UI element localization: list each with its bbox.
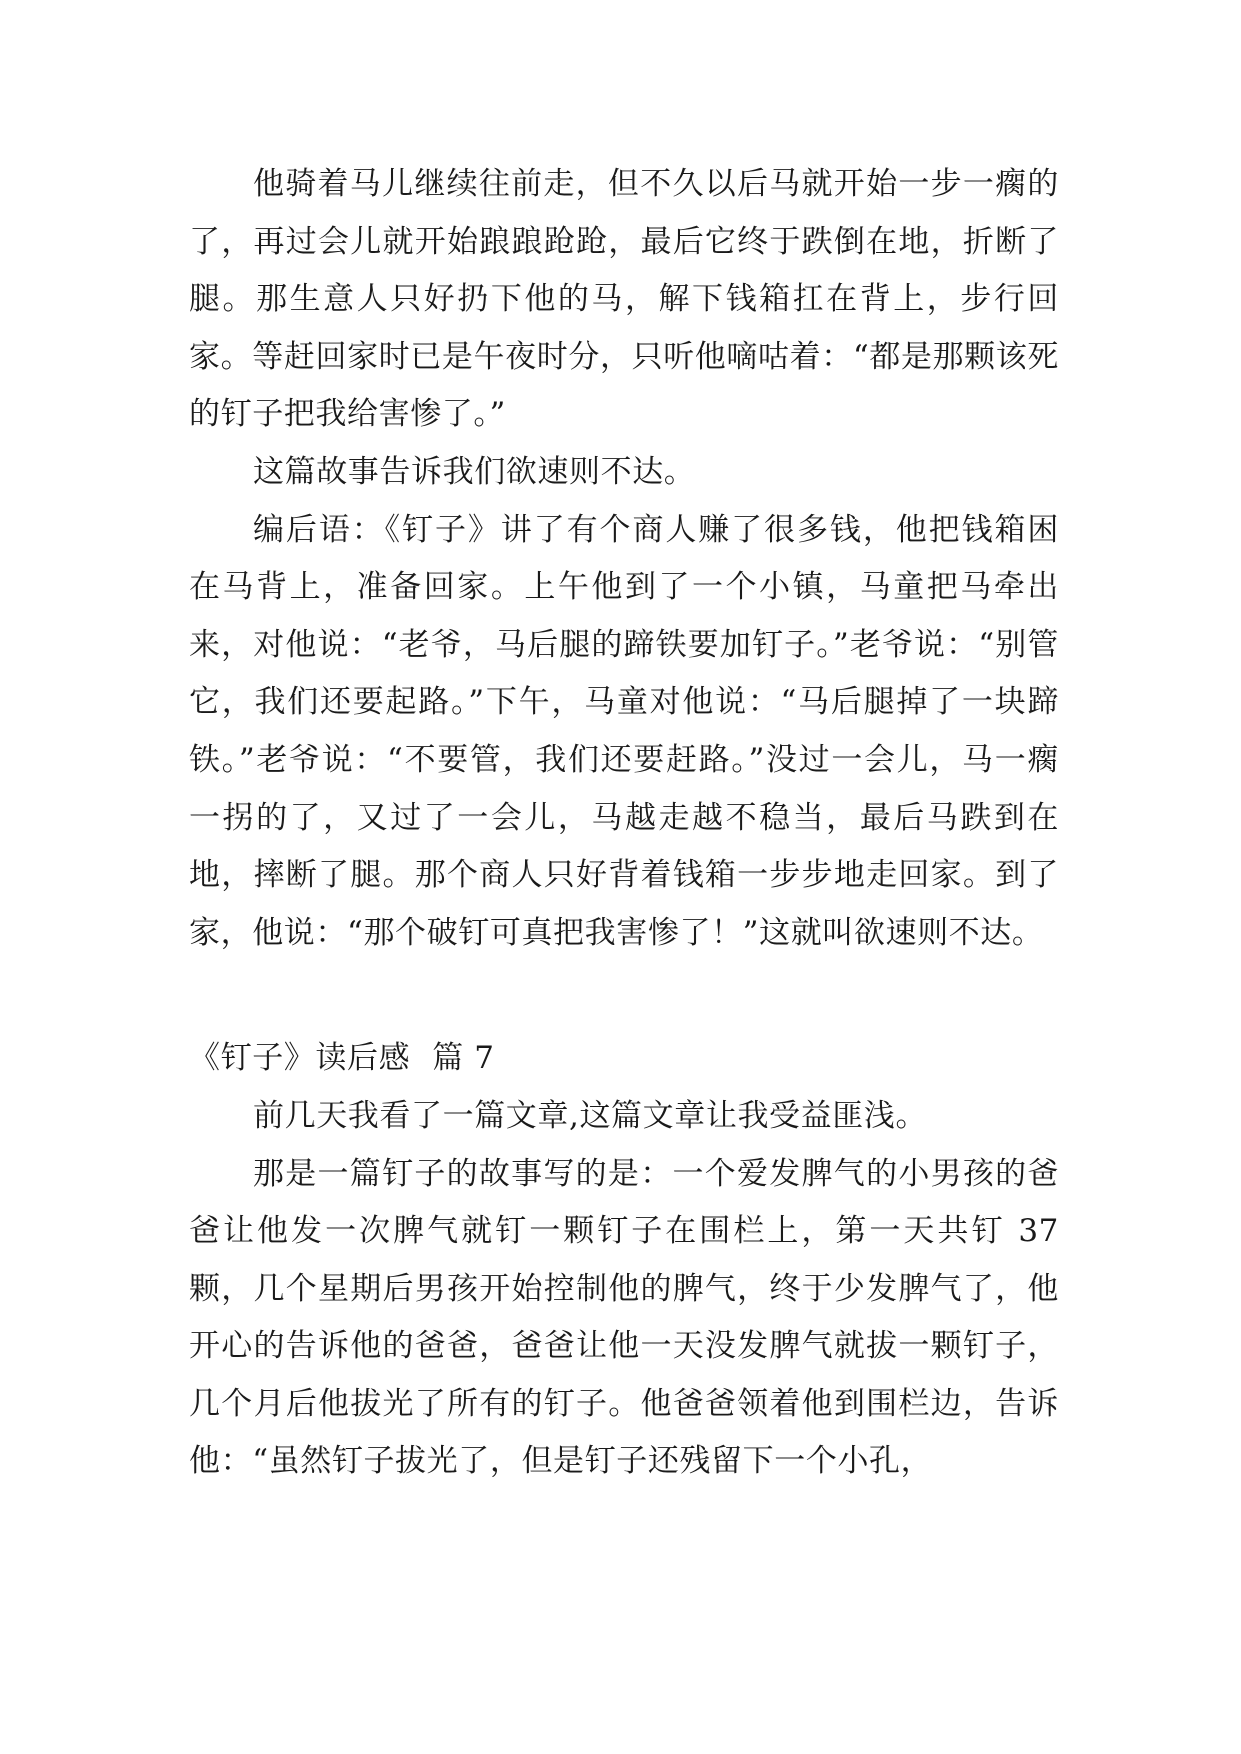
story-paragraph-horse-falls: 他骑着马儿继续往前走，但不久以后马就开始一步一瘸的了，再过会儿就开始踉踉跄跄，最后它终于跌倒在地，折断了腿。那生意人只好扔下他的马，解下钱箱扛在背上，步行回家。等赶回家时已是午夜时分，只听他嘀咕着：“都是那颗该死的钉子把我给害惨了。” — [189, 166, 1059, 433]
essay-intro-paragraph: 前几天我看了一篇文章,这篇文章让我受益匪浅。 — [253, 1097, 928, 1134]
story-moral-paragraph: 这篇故事告诉我们欲速则不达。 — [253, 453, 696, 490]
section-heading — [189, 1030, 1059, 1088]
section-heading-number: 篇 7 — [432, 1040, 495, 1077]
editor-note-paragraph: 编后语：《钉子》讲了有个商人赚了很多钱，他把钱箱困在马背上，准备回家。上午他到了一个小镇，马童把马牵出来，对他说：“老爷，马后腿的蹄铁要加钉子。”老爷说：“别管它，我们还要起路。”下午，马童对他说：“马后腿掉了一块蹄铁。”老爷说：“不要管，我们还要赶路。”没过一会儿，马一瘸一拐的了，又过了一会儿，马越走越不稳当，最后马跌到在地，摔断了腿。那个商人只好背着钱箱一步步地走回家。到了家，他说：“那个破钉可真把我害惨了！”这就叫欲速则不达。 — [189, 511, 1059, 951]
document-body — [189, 156, 1059, 1491]
section-spacer — [189, 962, 1059, 1030]
essay-story-paragraph: 那是一篇钉子的故事写的是：一个爱发脾气的小男孩的爸爸让他发一次脾气就钉一颗钉子在围栏上，第一天共钉 37 颗，几个星期后男孩开始控制他的脾气，终于少发脾气了，他开心的告诉他的爸爸，爸爸让他一天没发脾气就拔一颗钉子，几个月后他拔光了所有的钉子。他爸爸领着他到围栏边，告诉他：“虽然钉子拔光了，但是钉子还残留下一个小孔， — [189, 1155, 1059, 1480]
section-heading-title: 《钉子》读后感 — [189, 1040, 411, 1077]
